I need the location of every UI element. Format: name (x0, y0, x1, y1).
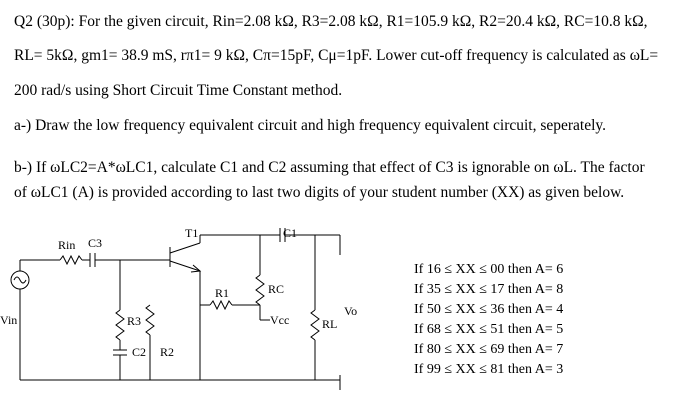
part-b-line-2: of ωLC1 (A) is provided according to last two digits of your student number (XX) as given below. (14, 184, 625, 201)
part-b-line-1: b-) If ωLC2=A*ωLC1, calculate C1 and C2 assuming that effect of C3 is ignorable on ωL. The factor (14, 159, 645, 176)
r2-label: R2 (160, 345, 175, 359)
r3-resistor-icon (116, 310, 124, 340)
c1-label: C1 (283, 226, 298, 240)
rl-resistor-icon (311, 310, 319, 340)
c3-label: C3 (88, 236, 103, 250)
rc-label: RC (268, 282, 285, 296)
r3-label: R3 (127, 314, 142, 328)
question-line-2: RL= 5kΩ, gm1= 38.9 mS, rπ1= 9 kΩ, Cπ=15pF, Cμ=1pF. Lower cut-off frequency is calculated as ωL= (14, 47, 659, 64)
condition-row: If 68 ≤ XX ≤ 51 then A= 5 (414, 322, 564, 337)
rin-label: Rin (58, 238, 76, 252)
condition-row: If 50 ≤ XX ≤ 36 then A= 4 (414, 302, 564, 317)
r1-label: R1 (215, 286, 230, 300)
rc-resistor-icon (256, 275, 264, 305)
rl-label: RL (322, 317, 338, 331)
condition-row: If 16 ≤ XX ≤ 00 then A= 6 (414, 262, 564, 277)
vo-label: Vo (344, 304, 358, 318)
condition-row: If 35 ≤ XX ≤ 17 then A= 8 (414, 282, 564, 297)
t1-label: T1 (185, 226, 199, 240)
question-line-1: Q2 (30p): For the given circuit, Rin=2.08 kΩ, R3=2.08 kΩ, R1=105.9 kΩ, R2=20.4 kΩ, RC=10.8 kΩ, (14, 13, 648, 30)
vin-label: Vin (0, 313, 18, 327)
vcc-label: Vcc (270, 313, 290, 327)
r2-resistor-icon (146, 305, 154, 335)
condition-row: If 99 ≤ XX ≤ 81 then A= 3 (414, 362, 564, 377)
c2-label: C2 (132, 345, 147, 359)
rin-resistor-icon (60, 256, 82, 264)
condition-row: If 80 ≤ XX ≤ 69 then A= 7 (414, 342, 564, 357)
part-a-text: a-) Draw the low frequency equivalent circuit and high frequency equivalent circuit, seperately. (14, 117, 607, 134)
question-line-3: 200 rad/s using Short Circuit Time Constant method. (14, 82, 343, 99)
r1-resistor-icon (210, 301, 232, 309)
circuit-diagram (0, 225, 400, 415)
